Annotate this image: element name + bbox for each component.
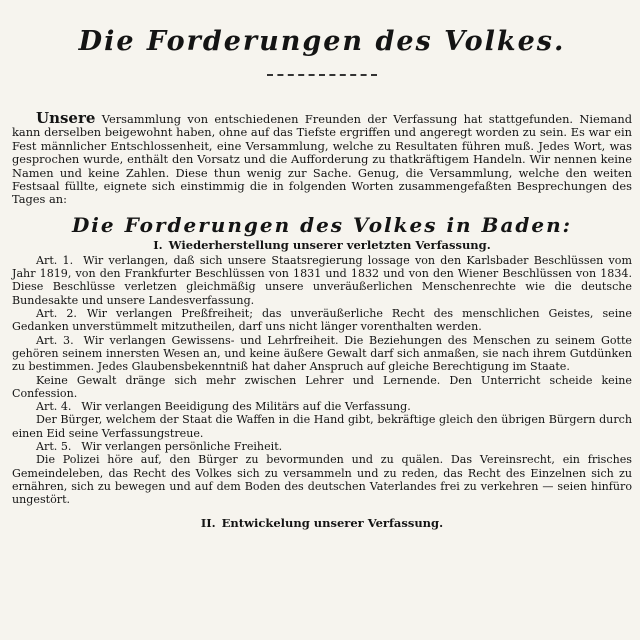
section-number: I. bbox=[153, 237, 163, 252]
article-text: Wir verlangen Preßfreiheit; das unveräußerliche Recht des menschlichen Geistes, seine Gedanken unverstümmelt mitzutheilen, darf uns nicht länger vorenthalten werden. bbox=[12, 307, 632, 334]
article-label: Art. 3. bbox=[36, 333, 74, 347]
article-label: Art. 5. bbox=[36, 440, 72, 453]
article-text: Wir verlangen Beeidigung des Militärs auf die Verfassung. bbox=[81, 400, 411, 414]
section-number: II. bbox=[200, 516, 216, 531]
article-label: Art. 1. bbox=[36, 253, 74, 267]
subtitle: Die Forderungen des Volkes in Baden: bbox=[71, 212, 573, 237]
section-title: Wiederherstellung unserer verletzten Verfassung. bbox=[168, 237, 491, 252]
article-paragraph bbox=[12, 334, 632, 374]
article-paragraph bbox=[12, 307, 632, 334]
section-heading-2 bbox=[12, 516, 632, 530]
article-text: Keine Gewalt dränge sich mehr zwischen Lehrer und Lernende. Den Unterricht scheide keine Confession. bbox=[12, 373, 632, 400]
article-label: Art. 4. bbox=[36, 400, 72, 414]
article-paragraph bbox=[12, 453, 632, 506]
article-text: Wir verlangen persönliche Freiheit. bbox=[81, 440, 283, 453]
article-paragraph bbox=[12, 413, 632, 440]
article-paragraph bbox=[12, 374, 632, 401]
intro-text: Versammlung von entschiedenen Freunden der Verfassung hat stattgefunden. Niemand kann derselben beigewohnt haben, ohne auf das Tiefste ergriffen und angeregt worden zu sein. Es war ein Fest männlicher Entschlossenheit, eine Versammlung, welche zu Resultaten führen muß. Jedes Wort, was gesprochen wurde, enthält den Vorsatz und die Aufforderung zu thatkräftigem Handeln. Wir nennen keine Namen und keine Zahlen. Diese thun wenig zur Sache. Genug, die Versammlung, welche den weiten Festsaal füllte, eignete sich einstimmig die in folgenden Worten zusammengefaßten Besprechungen des Tages an: bbox=[12, 112, 632, 207]
intro-first-word: Unsere bbox=[36, 109, 96, 127]
article-text: Wir verlangen, daß sich unsere Staatsregierung lossage von den Karlsbader Beschlüssen vom Jahr 1819, von den Frankfurter Beschlüssen von 1831 und 1832 und von den Wiener Beschlüssen von 1834. Diese Beschlüsse verletzen gleichmäßig unsere unveräußerlichen Menschenrechte wie die deutsche Bundesakte und unsere Landesverfassung. bbox=[12, 253, 632, 307]
article-paragraph bbox=[12, 254, 632, 307]
article-label: Art. 2. bbox=[36, 307, 77, 321]
article-text: Der Bürger, welchem der Staat die Waffen in die Hand gibt, bekräftige gleich den übrigen Bürgern durch einen Eid seine Verfassungstreue. bbox=[12, 413, 632, 440]
article-text: Wir verlangen Gewissens- und Lehrfreiheit. Die Beziehungen des Menschen zu seinem Gotte gehören seinem innersten Wesen an, und keine äußere Gewalt darf sich anmaßen, sie nach ihrem Gutdünken zu bestimmen. Jedes Glaubensbekenntniß hat daher Anspruch auf gleiche Berechtigung im Staate. bbox=[12, 333, 632, 374]
section-title: Entwickelung unserer Verfassung. bbox=[221, 516, 444, 531]
section-heading-1 bbox=[12, 238, 632, 252]
article-text: Die Polizei höre auf, den Bürger zu bevormunden und zu quälen. Das Vereinsrecht, ein frisches Gemeindeleben, das Recht des Volkes sich zu versammeln und zu reden, das Recht des Einzelnen sich zu ernähren, sich zu bewegen und auf dem Boden des deutschen Vaterlandes frei zu verkehren — seien hinfüro ungestört. bbox=[12, 453, 632, 507]
articles bbox=[12, 254, 632, 507]
article-paragraph bbox=[12, 440, 632, 453]
document-title: Die Forderungen des Volkes. bbox=[78, 26, 566, 57]
article-paragraph bbox=[12, 400, 632, 413]
title-divider bbox=[267, 74, 377, 76]
intro-paragraph bbox=[12, 109, 632, 207]
